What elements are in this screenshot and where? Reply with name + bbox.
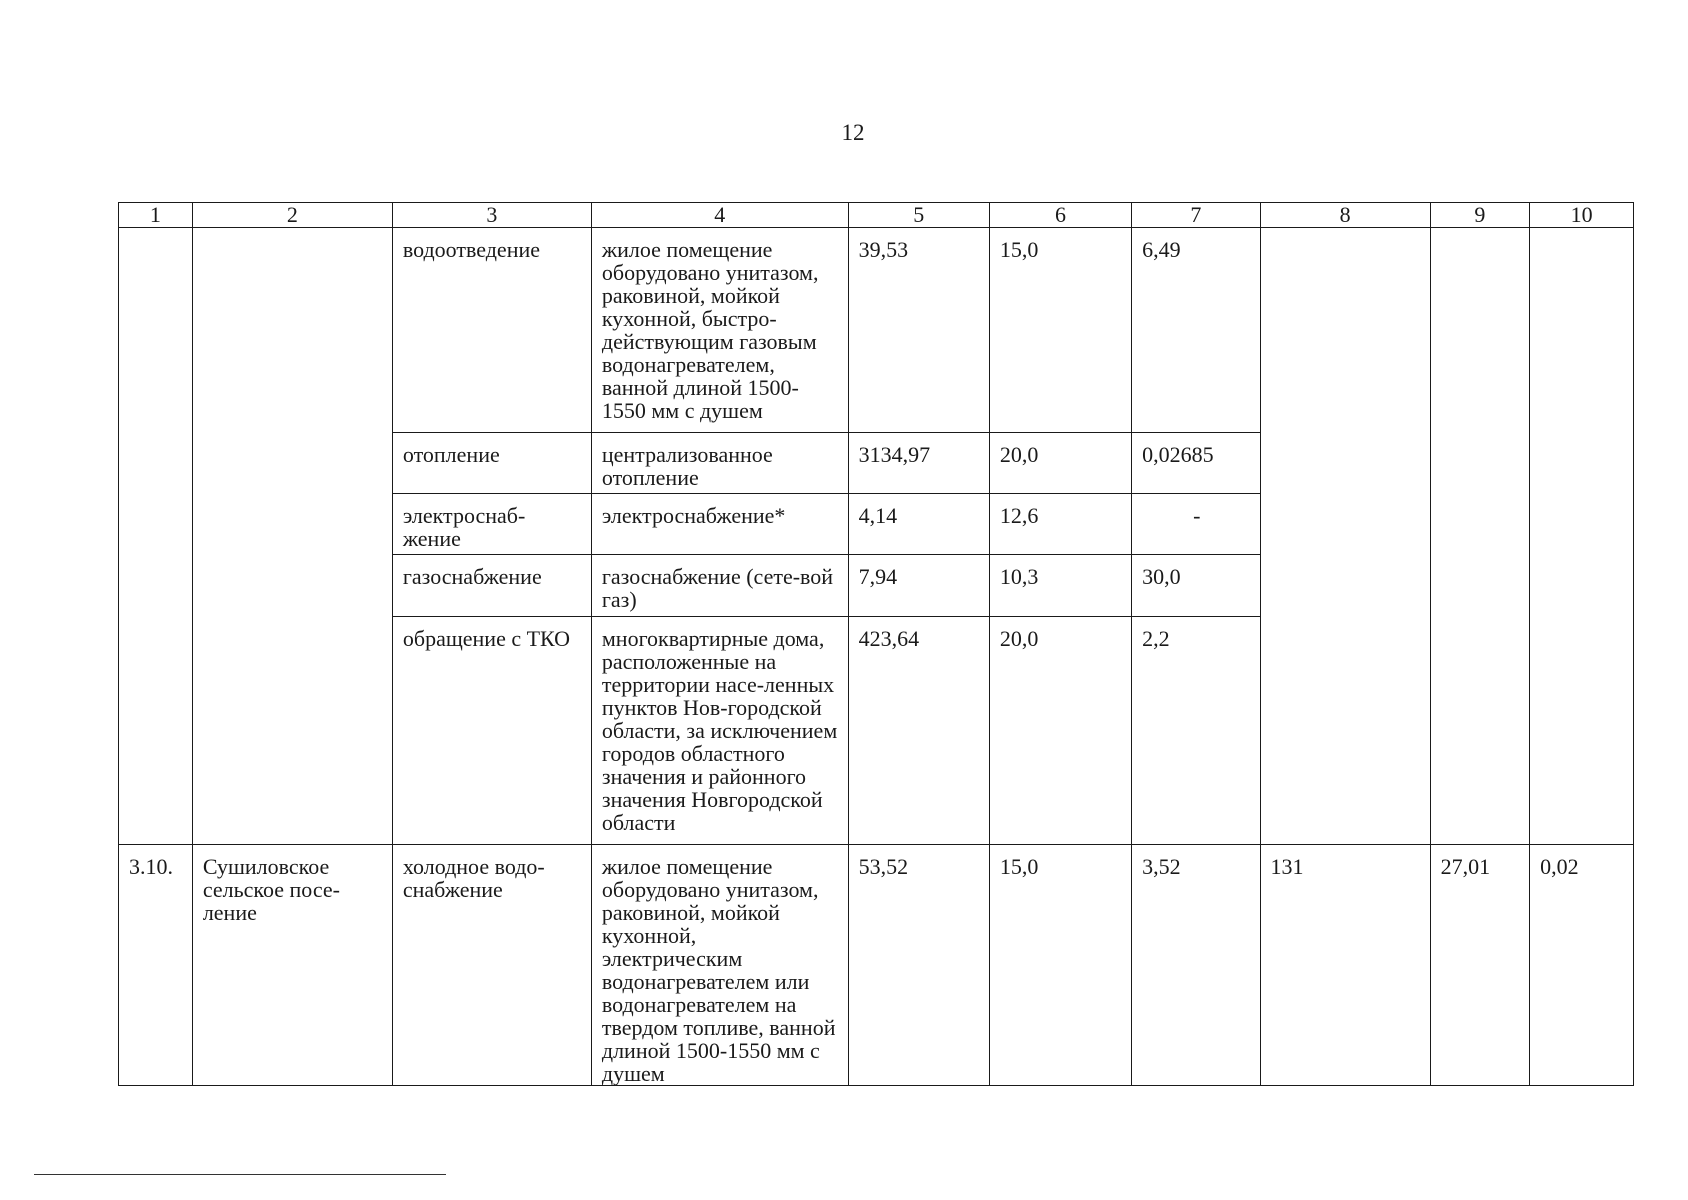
page-number: 12 [841, 120, 865, 145]
service-cell: холодное водо-снабжение [392, 845, 591, 1086]
column-number-7: 7 [1132, 203, 1260, 228]
value-cell: 0,02 [1530, 845, 1634, 1086]
value-cell: 6,49 [1132, 228, 1260, 433]
value-cell: 12,6 [989, 494, 1131, 555]
value-cell: 39,53 [848, 228, 989, 433]
column-number-9: 9 [1430, 203, 1530, 228]
value-cell: 30,0 [1132, 555, 1260, 617]
service-cell: обращение с ТКО [392, 617, 591, 845]
value-cell: 53,52 [848, 845, 989, 1086]
value-cell: 0,02685 [1132, 433, 1260, 494]
value-cell: 20,0 [989, 617, 1131, 845]
service-cell: водоотведение [392, 228, 591, 433]
service-cell: отопление [392, 433, 591, 494]
value-cell [1260, 228, 1430, 845]
description-cell: электроснабжение* [591, 494, 848, 555]
value-cell: 2,2 [1132, 617, 1260, 845]
settlement-cell [192, 228, 392, 845]
column-number-2: 2 [192, 203, 392, 228]
value-cell: 20,0 [989, 433, 1131, 494]
value-cell: 7,94 [848, 555, 989, 617]
value-cell: 3134,97 [848, 433, 989, 494]
value-cell: 15,0 [989, 845, 1131, 1086]
column-number-8: 8 [1260, 203, 1430, 228]
column-number-1: 1 [119, 203, 193, 228]
column-number-4: 4 [591, 203, 848, 228]
description-cell: газоснабжение (сете-вой газ) [591, 555, 848, 617]
value-cell: 423,64 [848, 617, 989, 845]
footnote-divider [34, 1174, 446, 1175]
description-cell: жилое помещение оборудовано унитазом, раковиной, мойкой кухонной, быстро-действующим газовым водонагревателем, ванной длиной 1500-1550 мм с душем [591, 228, 848, 433]
description-cell: жилое помещение оборудовано унитазом, раковиной, мойкой кухонной, электрическим водонагревателем или водонагревателем на твердом топливе, ванной длиной 1500-1550 мм с душем [591, 845, 848, 1086]
service-cell: газоснабжение [392, 555, 591, 617]
column-number-6: 6 [989, 203, 1131, 228]
value-cell: 27,01 [1430, 845, 1530, 1086]
tariff-table [118, 202, 1634, 1086]
value-cell: 10,3 [989, 555, 1131, 617]
value-cell [1530, 228, 1634, 845]
value-cell: 131 [1260, 845, 1430, 1086]
column-number-10: 10 [1530, 203, 1634, 228]
table-row [119, 228, 1634, 433]
value-cell: 15,0 [989, 228, 1131, 433]
settlement-cell: Сушиловское сельское посе-ление [192, 845, 392, 1086]
value-cell: 4,14 [848, 494, 989, 555]
column-number-row [119, 203, 1634, 228]
service-cell: электроснаб-жение [392, 494, 591, 555]
column-number-3: 3 [392, 203, 591, 228]
description-cell: централизованное отопление [591, 433, 848, 494]
value-cell [1430, 228, 1530, 845]
description-cell: многоквартирные дома, расположенные на территории насе-ленных пунктов Нов-городской области, за исключением городов областного значения и районного значения Новгородской области [591, 617, 848, 845]
column-number-5: 5 [848, 203, 989, 228]
value-cell: 3,52 [1132, 845, 1260, 1086]
entry-number-cell: 3.10. [119, 845, 193, 1086]
entry-number-cell [119, 228, 193, 845]
value-cell: - [1132, 494, 1260, 555]
table-row [119, 845, 1634, 1086]
